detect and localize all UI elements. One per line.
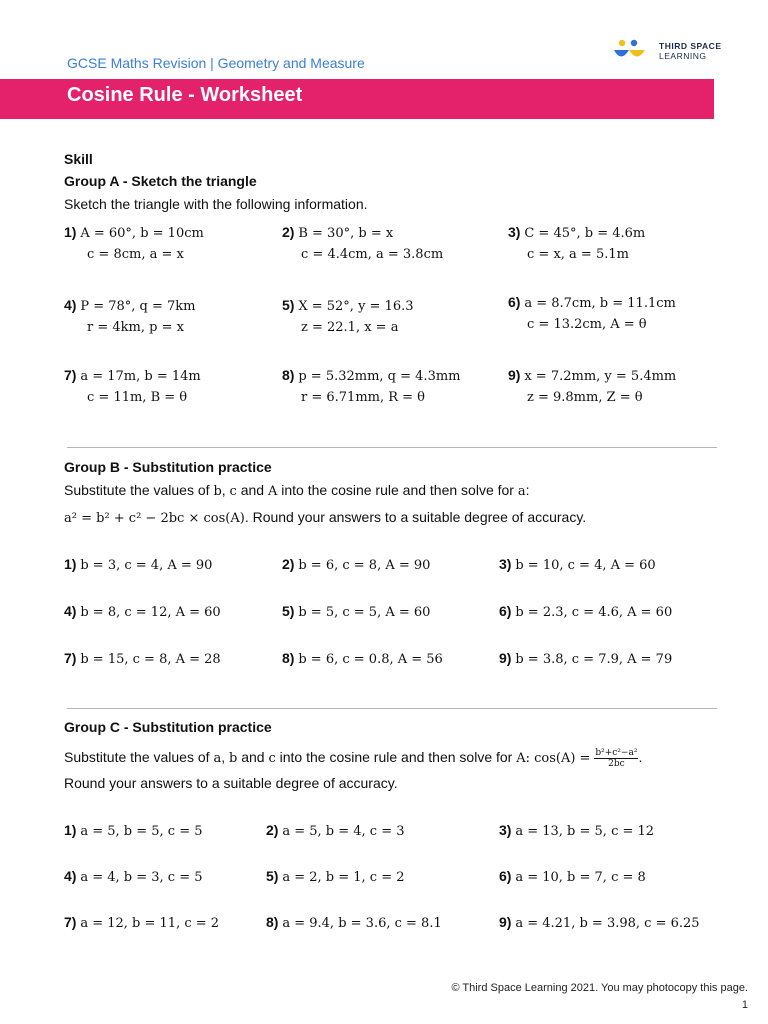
question-number: 1) — [64, 224, 77, 240]
question-line-1: C = 45°, b = 4.6m — [524, 226, 646, 241]
question-number: 9) — [499, 650, 512, 666]
group-b-question — [282, 555, 430, 575]
instruction-text: Substitute the values of — [64, 482, 214, 498]
question-text: b = 2.3, c = 4.6, A = 60 — [515, 605, 673, 620]
instruction-text: : — [525, 482, 530, 498]
copyright-footer: © Third Space Learning 2021. You may photocopy this page. — [451, 982, 748, 994]
question-line-2: c = 4.4cm, a = 3.8cm — [301, 247, 444, 262]
question-text: a = 12, b = 11, c = 2 — [80, 916, 220, 931]
question-text: b = 5, c = 5, A = 60 — [298, 605, 431, 620]
question-text: b = 15, c = 8, A = 28 — [80, 652, 221, 667]
question-number: 2) — [282, 556, 295, 572]
group-a-question — [282, 296, 414, 316]
instruction-var: c — [268, 751, 276, 767]
group-a-question — [282, 366, 461, 386]
instruction-var: A — [267, 484, 278, 499]
question-number: 8) — [282, 367, 295, 383]
question-number: 9) — [499, 914, 512, 930]
question-number: 7) — [64, 650, 77, 666]
group-c-question — [64, 867, 203, 887]
group-b-question — [282, 649, 443, 669]
group-c-heading: Group C - Substitution practice — [64, 719, 272, 735]
instruction-var: a — [517, 484, 526, 499]
question-number: 4) — [64, 603, 77, 619]
question-text: b = 6, c = 0.8, A = 56 — [298, 652, 443, 667]
question-text: a = 4, b = 3, c = 5 — [80, 870, 203, 885]
question-line-2: z = 9.8mm, Z = θ — [527, 390, 643, 405]
group-c-question — [499, 913, 700, 933]
group-c-question — [64, 821, 203, 841]
question-number: 8) — [266, 914, 279, 930]
question-line-1: X = 52°, y = 16.3 — [298, 299, 414, 314]
question-number: 3) — [508, 224, 521, 240]
question-line-1: A = 60°, b = 10cm — [80, 226, 204, 241]
question-number: 9) — [508, 367, 521, 383]
instruction-var: b — [213, 484, 222, 499]
question-number: 3) — [499, 822, 512, 838]
question-number: 3) — [499, 556, 512, 572]
instruction-text: . — [638, 749, 643, 766]
question-text: b = 6, c = 8, A = 90 — [298, 558, 431, 573]
instruction-text: , — [221, 482, 230, 498]
question-number: 2) — [282, 224, 295, 240]
question-text: a = 10, b = 7, c = 8 — [515, 870, 646, 885]
group-b-question — [64, 602, 221, 622]
group-a-heading: Group A - Sketch the triangle — [64, 173, 257, 189]
group-c-question — [266, 913, 442, 933]
group-c-instruction-2: Round your answers to a suitable degree of accuracy. — [64, 775, 398, 791]
question-number: 1) — [64, 556, 77, 572]
logo-text-line1: THIRD SPACE — [659, 41, 722, 51]
group-b-heading: Group B - Substitution practice — [64, 459, 272, 475]
page-subtitle: GCSE Maths Revision | Geometry and Measure — [67, 55, 365, 71]
question-line-1: p = 5.32mm, q = 4.3mm — [298, 369, 461, 384]
page-title: Cosine Rule - Worksheet — [67, 84, 303, 106]
instruction-text: Substitute the values of — [64, 749, 214, 766]
question-number: 7) — [64, 367, 77, 383]
group-a-question — [64, 223, 204, 243]
question-text: a = 5, b = 4, c = 3 — [282, 824, 405, 839]
question-text: a = 13, b = 5, c = 12 — [515, 824, 655, 839]
group-b-question — [499, 602, 672, 622]
page-number: 1 — [741, 999, 748, 1011]
instruction-var: c — [229, 484, 237, 499]
group-c-instruction — [64, 748, 642, 769]
group-c-question — [499, 821, 654, 841]
question-number: 4) — [64, 868, 77, 884]
cosine-rule-formula — [64, 508, 586, 528]
question-text: a = 2, b = 1, c = 2 — [282, 870, 405, 885]
question-number: 6) — [499, 603, 512, 619]
question-line-2: c = 13.2cm, A = θ — [527, 317, 647, 332]
question-number: 5) — [282, 603, 295, 619]
instruction-text: into the cosine rule and then solve for — [275, 749, 517, 766]
question-text: a = 5, b = 5, c = 5 — [80, 824, 203, 839]
question-line-1: x = 7.2mm, y = 5.4mm — [524, 369, 677, 384]
question-text: b = 3.8, c = 7.9, A = 79 — [515, 652, 673, 667]
group-b-instruction — [64, 481, 530, 501]
group-c-question — [64, 913, 219, 933]
question-number: 8) — [282, 650, 295, 666]
third-space-learning-logo — [612, 39, 724, 65]
group-a-question — [508, 223, 645, 243]
question-line-2: r = 4km, p = x — [87, 320, 184, 335]
skill-label: Skill — [64, 151, 93, 167]
instruction-text: and — [237, 749, 269, 766]
group-c-question — [266, 821, 405, 841]
group-b-question — [282, 602, 430, 622]
instruction-var: a — [213, 751, 222, 767]
group-a-question — [64, 296, 196, 316]
question-text: b = 8, c = 12, A = 60 — [80, 605, 221, 620]
instruction-var: A: cos(A) = — [516, 751, 591, 767]
question-number: 5) — [266, 868, 279, 884]
logo-text-line2: LEARNING — [659, 51, 707, 61]
group-b-question — [64, 649, 221, 669]
group-a-instruction: Sketch the triangle with the following information. — [64, 196, 368, 212]
group-b-question — [499, 649, 672, 669]
question-line-2: c = 8cm, a = x — [87, 247, 184, 262]
formula-tail: . Round your answers to a suitable degree of accuracy. — [244, 509, 587, 525]
question-number: 6) — [508, 294, 521, 310]
question-number: 1) — [64, 822, 77, 838]
cosine-fraction — [594, 748, 638, 769]
section-divider — [67, 447, 717, 448]
question-number: 4) — [64, 297, 77, 313]
question-line-1: B = 30°, b = x — [298, 226, 394, 241]
logo-mark-icon — [612, 39, 656, 65]
fraction-denominator: 2bc — [608, 759, 625, 769]
question-line-2: r = 6.71mm, R = θ — [301, 390, 426, 405]
group-a-question — [64, 366, 201, 386]
question-number: 2) — [266, 822, 279, 838]
instruction-text: and — [236, 482, 268, 498]
group-c-question — [499, 867, 646, 887]
group-a-question — [508, 366, 676, 386]
group-b-question — [64, 555, 212, 575]
question-line-1: P = 78°, q = 7km — [80, 299, 196, 314]
instruction-text: , — [221, 749, 229, 766]
question-line-2: c = 11m, B = θ — [87, 390, 188, 405]
fraction-numerator: b²+c²−a² — [595, 748, 638, 758]
question-text: b = 3, c = 4, A = 90 — [80, 558, 213, 573]
section-divider — [67, 708, 717, 709]
group-a-question — [282, 223, 393, 243]
question-number: 5) — [282, 297, 295, 313]
question-text: a = 4.21, b = 3.98, c = 6.25 — [515, 916, 700, 931]
question-line-1: a = 17m, b = 14m — [80, 369, 201, 384]
question-text: b = 10, c = 4, A = 60 — [515, 558, 656, 573]
formula-text: a² = b² + c² − 2bc × cos(A) — [64, 511, 245, 526]
group-b-question — [499, 555, 656, 575]
question-line-2: z = 22.1, x = a — [301, 320, 399, 335]
question-number: 6) — [499, 868, 512, 884]
instruction-var: b — [228, 751, 238, 767]
question-text: a = 9.4, b = 3.6, c = 8.1 — [282, 916, 442, 931]
question-line-2: c = x, a = 5.1m — [527, 247, 629, 262]
group-c-question — [266, 867, 405, 887]
question-line-1: a = 8.7cm, b = 11.1cm — [524, 296, 676, 311]
question-number: 7) — [64, 914, 77, 930]
instruction-text: into the cosine rule and then solve for — [277, 482, 518, 498]
group-a-question — [508, 293, 676, 313]
